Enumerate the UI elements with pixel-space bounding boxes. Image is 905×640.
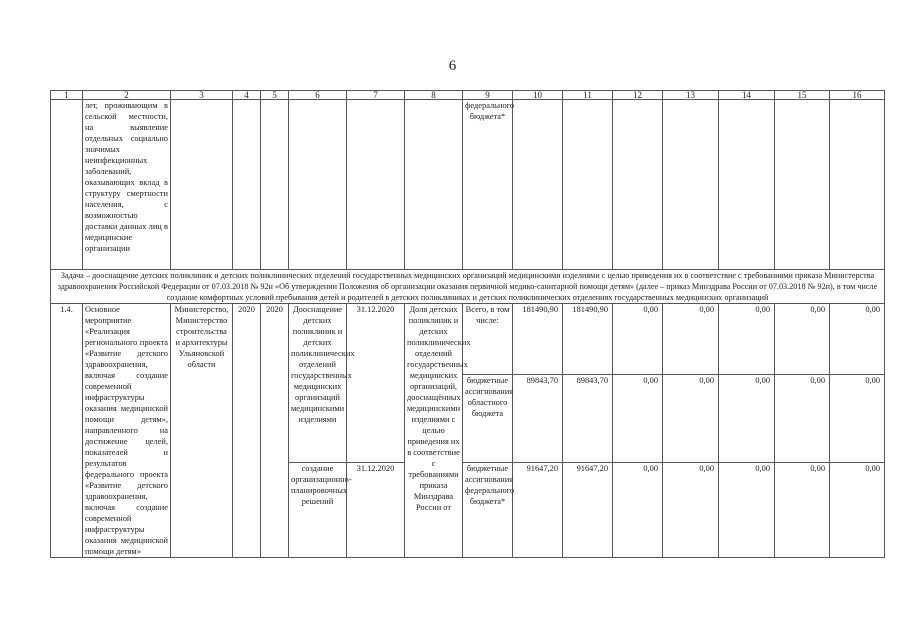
date-1: 31.12.2020 [347, 304, 405, 463]
indicator: Доля детских поликлиник и детских поликлинических отделений государственных медицинских организаций, дооснащённых медицинскими изделиями с целью приведения их в соответствие с требованиями приказа Минздрава России от [405, 304, 463, 558]
funding-source: Всего, в том числе: [463, 304, 513, 375]
amount-cell: 89843,70 [563, 375, 613, 463]
amount-cell: 0,00 [719, 375, 775, 463]
column-header: 15 [775, 91, 830, 100]
column-header: 4 [233, 91, 261, 100]
column-header: 10 [513, 91, 563, 100]
amount-cell: 181490,90 [513, 304, 563, 375]
funding-source-continuation: федерального бюджета* [463, 100, 513, 270]
amount-cell: 0,00 [775, 304, 830, 375]
column-header: 7 [347, 91, 405, 100]
year-start: 2020 [233, 304, 261, 558]
year-end: 2020 [261, 304, 289, 558]
program-table [50, 90, 885, 558]
amount-cell: 0,00 [775, 463, 830, 558]
funding-source: бюджетные ассигнования областного бюджета [463, 375, 513, 463]
amount-cell: 0,00 [613, 463, 663, 558]
amount-cell: 0,00 [663, 463, 719, 558]
funding-source: бюджетные ассигнования федерального бюджета* [463, 463, 513, 558]
column-header: 3 [171, 91, 233, 100]
column-header: 13 [663, 91, 719, 100]
amount-cell: 89843,70 [513, 375, 563, 463]
column-header: 16 [830, 91, 885, 100]
amount-cell: 91647,20 [513, 463, 563, 558]
page-number: 6 [448, 58, 457, 74]
date-2: 31.12.2020 [347, 463, 405, 558]
column-header: 6 [289, 91, 347, 100]
amount-cell: 0,00 [830, 375, 885, 463]
amount-cell: 0,00 [663, 304, 719, 375]
measure-continuation: лет, проживающим в сельской местности, на выявление отдельных социально значимых неинфекционных заболеваний, оказывающих вклад в структуру смертности населения, с возможностью доставки данных лиц в медицинские организации [83, 100, 171, 270]
task-text: Задача – дооснащение детских поликлиник и детских поликлинических отделений государственных медицинских организаций медицинскими изделиями с целью приведения их в соответствие с требованиями приказа Министерства здравоохранения Российской Федерации от 07.03.2018 № 92н «Об утверждении Положения об организации оказания первичной медико-санитарной помощи детям» (далее – приказ Минздрава России от 07.03.2018 № 92н), в том числе создание комфортных условий пребывания детей и родителей в детских поликлиниках и детских поликлинических отделениях государственных медицинских организаций [51, 270, 885, 304]
amount-cell: 0,00 [663, 375, 719, 463]
column-header-row [51, 91, 885, 100]
amount-cell: 91647,20 [563, 463, 613, 558]
amount-cell: 0,00 [613, 375, 663, 463]
column-header: 5 [261, 91, 289, 100]
executor: Министерство, Министерство строительства и архитектуры Ульяновской области [171, 304, 233, 558]
column-header: 1 [51, 91, 83, 100]
table-row-1-4 [51, 304, 885, 375]
column-header: 11 [563, 91, 613, 100]
amount-cell: 0,00 [830, 463, 885, 558]
continuation-row [51, 100, 885, 270]
row-number: 1.4. [51, 304, 83, 558]
amount-cell: 181490,90 [563, 304, 613, 375]
amount-cell: 0,00 [775, 375, 830, 463]
task-row [51, 270, 885, 304]
amount-cell: 0,00 [830, 304, 885, 375]
amount-cell: 0,00 [613, 304, 663, 375]
measure-name: Основное мероприятие «Реализация регионального проекта «Развитие детского здравоохранения, включая создание современной инфраструктуры оказания медицинской помощи детям», направленного на достижение целей, показателей и результатов федерального проекта «Развитие детского здравоохранения, включая создание современной инфраструктуры оказания медицинской помощи детям» [83, 304, 171, 558]
column-header: 9 [463, 91, 513, 100]
result-2: создание организационно-планировочных решений [289, 463, 347, 558]
column-header: 2 [83, 91, 171, 100]
result-1: Дооснащение детских поликлиник и детских поликлинических отделений государственных медицинских организаций медицинскими изделиями [289, 304, 347, 463]
column-header: 8 [405, 91, 463, 100]
amount-cell: 0,00 [719, 304, 775, 375]
amount-cell: 0,00 [719, 463, 775, 558]
column-header: 12 [613, 91, 663, 100]
column-header: 14 [719, 91, 775, 100]
